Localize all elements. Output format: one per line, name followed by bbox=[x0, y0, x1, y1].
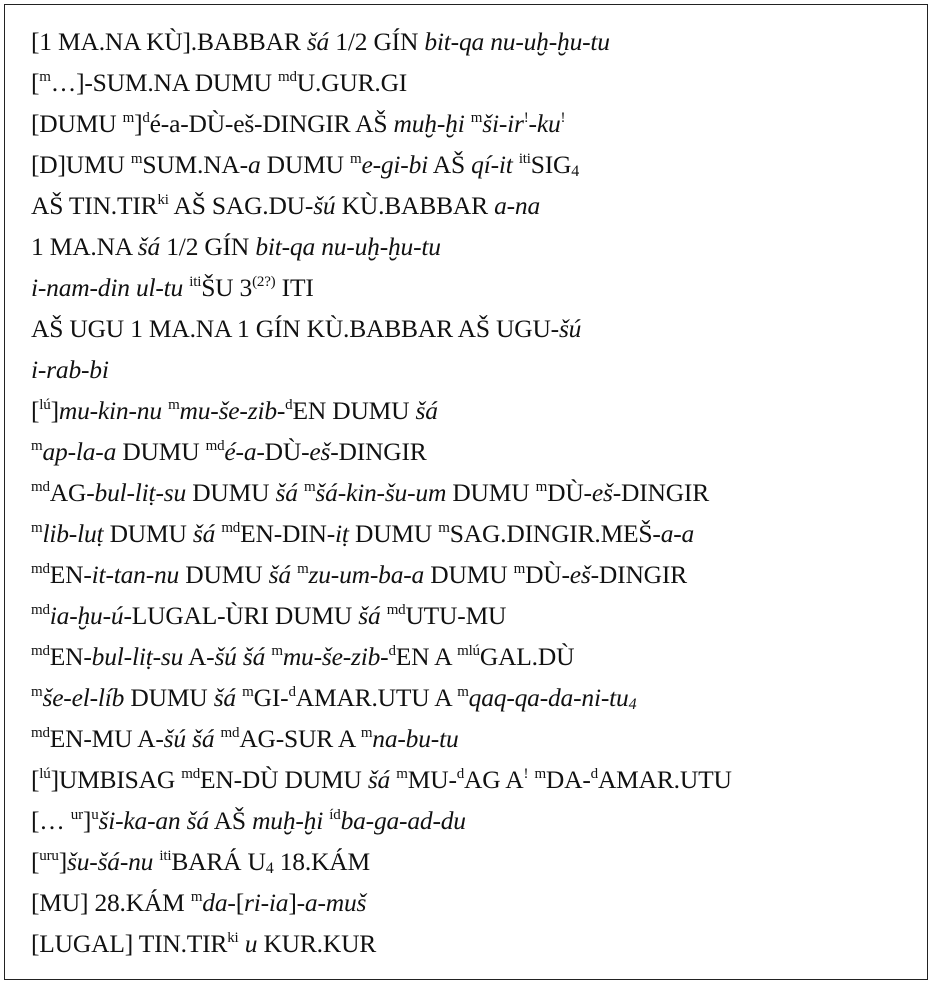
text-segment: AMAR.UTU A bbox=[295, 683, 458, 712]
text-segment: ] bbox=[82, 806, 92, 835]
text-segment: ši-ir bbox=[482, 109, 524, 138]
text-segment: [MU] 28.KÁM bbox=[31, 888, 191, 917]
superscript-determinative: m bbox=[130, 151, 143, 167]
text-segment: šú šá bbox=[214, 642, 272, 671]
text-segment: 18.KÁM bbox=[273, 847, 370, 876]
superscript-determinative: md bbox=[31, 561, 50, 577]
superscript-determinative: m bbox=[190, 889, 203, 905]
text-segment: šá bbox=[358, 601, 387, 630]
superscript-determinative: md bbox=[220, 725, 240, 741]
text-segment: DUMU bbox=[446, 478, 536, 507]
text-segment: šá-kin-šu-um bbox=[315, 478, 447, 507]
text-segment: na-bu-tu bbox=[372, 724, 459, 753]
text-segment: [LUGAL] TIN.TIR bbox=[31, 929, 228, 958]
text-segment: AŠ TIN.TIR bbox=[31, 191, 158, 220]
text-segment: bit-qa nu-uḫ-ḫu-tu bbox=[424, 27, 610, 56]
text-segment: šá bbox=[415, 396, 438, 425]
superscript-determinative: m bbox=[534, 766, 546, 782]
superscript-determinative: m bbox=[31, 520, 43, 536]
document-frame bbox=[4, 4, 928, 980]
text-segment: šá bbox=[367, 765, 397, 794]
superscript-determinative: d bbox=[288, 684, 296, 700]
superscript-determinative: m bbox=[360, 725, 373, 741]
text-segment: DÙ- bbox=[264, 437, 310, 466]
superscript-determinative: md bbox=[221, 520, 241, 536]
text-segment: ši-ka-an šá bbox=[98, 806, 209, 835]
text-segment: šá bbox=[268, 560, 298, 589]
superscript-determinative: m bbox=[31, 684, 43, 700]
superscript-determinative: ! bbox=[523, 766, 529, 782]
text-line bbox=[31, 513, 732, 554]
text-segment: 1 MA.NA bbox=[31, 232, 138, 261]
text-segment: DÙ- bbox=[525, 560, 570, 589]
text-segment: AG A bbox=[464, 765, 524, 794]
text-segment: qaq-qa-da-ni-tu bbox=[468, 683, 629, 712]
superscript-determinative: m bbox=[349, 151, 362, 167]
text-segment: DUMU bbox=[116, 437, 206, 466]
text-segment: …]-SUM.NA DUMU bbox=[50, 68, 278, 97]
text-line bbox=[31, 800, 732, 841]
text-segment: GAL.DÙ bbox=[479, 642, 575, 671]
superscript-determinative: md bbox=[205, 438, 225, 454]
text-segment: AG- bbox=[49, 478, 95, 507]
text-segment: ri-ia bbox=[243, 888, 289, 917]
text-segment: šú šá bbox=[163, 724, 221, 753]
superscript-determinative: d bbox=[142, 110, 150, 126]
superscript-determinative: ur bbox=[70, 807, 83, 823]
text-segment: i-nam-din ul-tu bbox=[31, 273, 190, 302]
text-segment: iṭ bbox=[335, 519, 349, 548]
text-line bbox=[31, 841, 732, 882]
text-line bbox=[31, 718, 732, 759]
superscript-determinative: m bbox=[303, 479, 316, 495]
text-segment: it-tan-nu bbox=[91, 560, 180, 589]
text-line bbox=[31, 759, 732, 800]
text-segment: ]UMBISAG bbox=[50, 765, 182, 794]
text-segment: šá bbox=[306, 27, 330, 56]
text-line bbox=[31, 103, 732, 144]
text-line bbox=[31, 267, 732, 308]
text-segment: A- bbox=[183, 642, 215, 671]
text-line bbox=[31, 21, 732, 62]
text-segment: ia-ḫu-ú bbox=[49, 601, 124, 630]
text-segment: a-na bbox=[494, 191, 541, 220]
superscript-determinative: u bbox=[91, 807, 99, 823]
text-segment: DÙ- bbox=[547, 478, 592, 507]
text-segment: KÙ.BABBAR bbox=[335, 191, 495, 220]
text-segment: DUMU bbox=[424, 560, 514, 589]
superscript-determinative: uru bbox=[39, 848, 59, 864]
text-segment: [ bbox=[31, 765, 40, 794]
text-segment: SAG.DINGIR.MEŠ- bbox=[449, 519, 661, 548]
text-segment: šá bbox=[192, 519, 222, 548]
text-segment: eš bbox=[569, 560, 591, 589]
text-segment: u bbox=[244, 929, 258, 958]
transliteration-text bbox=[31, 21, 732, 964]
superscript-determinative: m bbox=[168, 397, 180, 413]
superscript-determinative: d bbox=[285, 397, 293, 413]
text-segment: AŠ UGU 1 MA.NA 1 GÍN KÙ.BABBAR AŠ UGU- bbox=[31, 314, 559, 343]
superscript-determinative: md bbox=[31, 479, 50, 495]
text-segment: é-a-DÙ-eš-DINGIR AŠ bbox=[149, 109, 394, 138]
text-segment: EN-DIN- bbox=[240, 519, 336, 548]
superscript-determinative: iti bbox=[189, 274, 202, 290]
text-segment: BARÁ U bbox=[171, 847, 266, 876]
text-segment: é-a- bbox=[224, 437, 265, 466]
text-line bbox=[31, 62, 732, 103]
text-line bbox=[31, 472, 732, 513]
superscript-determinative: md bbox=[31, 643, 50, 659]
text-segment: EN- bbox=[49, 560, 92, 589]
text-segment: zu-um-ba-a bbox=[308, 560, 425, 589]
text-segment: muḫ-ḫi bbox=[252, 806, 330, 835]
text-segment: ] bbox=[58, 847, 67, 876]
text-line bbox=[31, 226, 732, 267]
superscript-determinative: ki bbox=[227, 930, 239, 946]
text-segment: -DINGIR bbox=[330, 437, 427, 466]
text-segment: ] bbox=[50, 396, 59, 425]
subscript-index: 4 bbox=[265, 860, 274, 877]
text-segment: DA- bbox=[545, 765, 591, 794]
superscript-determinative: m bbox=[438, 520, 450, 536]
superscript-determinative: md bbox=[278, 69, 297, 85]
text-segment: U.GUR.GI bbox=[296, 68, 408, 97]
text-segment: AŠ bbox=[208, 806, 253, 835]
text-segment: šá bbox=[275, 478, 304, 507]
superscript-determinative: lú bbox=[39, 397, 51, 413]
text-segment: e-gi-bi bbox=[361, 150, 429, 179]
superscript-determinative: m bbox=[457, 684, 469, 700]
superscript-determinative: m bbox=[122, 110, 135, 126]
superscript-determinative: iti bbox=[159, 848, 172, 864]
text-segment: -ku bbox=[528, 109, 561, 138]
text-segment: DUMU bbox=[186, 478, 276, 507]
text-segment: AG-SUR A bbox=[239, 724, 361, 753]
text-segment: DUMU bbox=[103, 519, 193, 548]
text-segment: EN-MU A- bbox=[49, 724, 164, 753]
text-segment: EN- bbox=[49, 642, 92, 671]
text-segment: 1/2 GÍN bbox=[160, 232, 256, 261]
text-segment: mu-kin-nu bbox=[58, 396, 169, 425]
text-segment: ap-la-a bbox=[42, 437, 117, 466]
text-segment: [… bbox=[31, 806, 71, 835]
text-segment: qí-it bbox=[471, 150, 519, 179]
text-segment: EN DUMU bbox=[292, 396, 416, 425]
superscript-determinative: ! bbox=[523, 110, 529, 126]
text-line bbox=[31, 554, 732, 595]
superscript-determinative: md bbox=[31, 725, 50, 741]
text-line bbox=[31, 308, 732, 349]
superscript-determinative: md bbox=[31, 602, 50, 618]
text-segment: AŠ bbox=[428, 150, 472, 179]
text-segment: a bbox=[247, 150, 261, 179]
text-line bbox=[31, 144, 732, 185]
superscript-determinative: d bbox=[590, 766, 598, 782]
text-segment: MU- bbox=[407, 765, 457, 794]
text-segment: eš bbox=[591, 478, 613, 507]
text-segment: KUR.KUR bbox=[257, 929, 377, 958]
text-segment: bul-liṭ-su bbox=[94, 478, 187, 507]
text-segment: [1 MA.NA KÙ].BABBAR bbox=[31, 27, 307, 56]
text-segment: [ bbox=[235, 888, 244, 917]
text-segment: EN A bbox=[395, 642, 458, 671]
text-segment: šú bbox=[313, 191, 336, 220]
text-segment: [ bbox=[31, 847, 40, 876]
text-segment: ITI bbox=[275, 273, 314, 302]
text-segment: -LUGAL-ÙRI DUMU bbox=[123, 601, 359, 630]
text-segment: lib-luṭ bbox=[42, 519, 104, 548]
text-segment: [ bbox=[31, 396, 40, 425]
text-segment: -a-muš bbox=[296, 888, 367, 917]
text-segment: [D]UMU bbox=[31, 150, 131, 179]
text-line bbox=[31, 595, 732, 636]
superscript-determinative: m bbox=[297, 561, 309, 577]
text-line bbox=[31, 636, 732, 677]
superscript-determinative: ! bbox=[560, 110, 566, 126]
text-segment: UTU-MU bbox=[405, 601, 507, 630]
text-segment: ŠU 3 bbox=[201, 273, 253, 302]
text-segment: DUMU bbox=[348, 519, 439, 548]
text-segment: šá bbox=[137, 232, 161, 261]
text-segment: -DINGIR bbox=[590, 560, 687, 589]
text-line bbox=[31, 390, 732, 431]
text-segment: še-el-líb bbox=[42, 683, 125, 712]
text-line bbox=[31, 677, 732, 718]
text-line bbox=[31, 185, 732, 226]
text-segment: bul-liṭ-su bbox=[91, 642, 184, 671]
text-segment: AMAR.UTU bbox=[597, 765, 732, 794]
text-segment: eš bbox=[309, 437, 331, 466]
text-segment: da- bbox=[202, 888, 236, 917]
text-segment: -DINGIR bbox=[612, 478, 710, 507]
superscript-determinative: iti bbox=[518, 151, 531, 167]
superscript-determinative: d bbox=[388, 643, 396, 659]
text-segment: AŠ SAG.DU- bbox=[168, 191, 314, 220]
text-segment: [DUMU bbox=[31, 109, 123, 138]
superscript-determinative: md bbox=[181, 766, 201, 782]
superscript-determinative: m bbox=[39, 69, 51, 85]
text-segment: EN-DÙ DUMU bbox=[200, 765, 368, 794]
text-segment: ba-ga-ad-du bbox=[340, 806, 466, 835]
text-segment: mu-še-zib- bbox=[179, 396, 286, 425]
text-segment: DUMU bbox=[124, 683, 214, 712]
superscript-determinative: íd bbox=[329, 807, 341, 823]
text-segment: ] bbox=[288, 888, 297, 917]
text-segment: muḫ-ḫi bbox=[393, 109, 471, 138]
text-segment: GI- bbox=[253, 683, 289, 712]
text-segment: DUMU bbox=[260, 150, 350, 179]
text-line bbox=[31, 349, 732, 390]
text-segment: a-a bbox=[660, 519, 695, 548]
text-segment: 1/2 GÍN bbox=[329, 27, 425, 56]
text-segment: SIG bbox=[530, 150, 572, 179]
text-segment: i-rab-bi bbox=[31, 355, 109, 384]
text-segment: mu-še-zib- bbox=[282, 642, 389, 671]
text-segment: šá bbox=[213, 683, 243, 712]
superscript-determinative: m bbox=[535, 479, 548, 495]
text-segment: ] bbox=[134, 109, 143, 138]
text-segment: SUM.NA- bbox=[142, 150, 248, 179]
superscript-determinative: m bbox=[242, 684, 254, 700]
text-segment: šú bbox=[558, 314, 582, 343]
subscript-index: 4 bbox=[628, 696, 637, 713]
text-line bbox=[31, 882, 732, 923]
superscript-determinative: mlú bbox=[457, 643, 480, 659]
superscript-determinative: lú bbox=[39, 766, 51, 782]
text-segment: [ bbox=[31, 68, 40, 97]
text-segment: bit-qa nu-uḫ-ḫu-tu bbox=[255, 232, 441, 261]
superscript-determinative: md bbox=[386, 602, 406, 618]
subscript-index: 4 bbox=[571, 163, 580, 180]
superscript-determinative: m bbox=[31, 438, 43, 454]
superscript-determinative: m bbox=[470, 110, 483, 126]
text-segment: DUMU bbox=[179, 560, 269, 589]
text-line bbox=[31, 431, 732, 472]
text-segment: šu-šá-nu bbox=[67, 847, 160, 876]
superscript-determinative: m bbox=[396, 766, 408, 782]
superscript-determinative: ki bbox=[157, 192, 169, 208]
text-line bbox=[31, 923, 732, 964]
superscript-determinative: d bbox=[456, 766, 465, 782]
superscript-determinative: m bbox=[513, 561, 526, 577]
superscript-determinative: (2?) bbox=[252, 274, 276, 290]
superscript-determinative: m bbox=[271, 643, 283, 659]
